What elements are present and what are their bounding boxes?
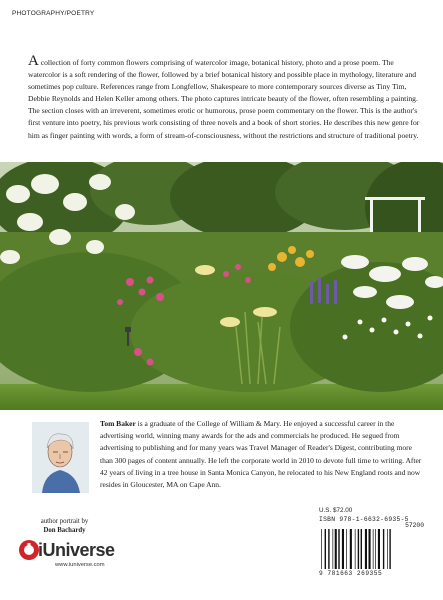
author-bio-text: is a graduate of the College of William & Mary. He enjoyed a successful career in the advertising world, winning many awards for the ads and commercials he produced. He segued from advertising to publishing and for many years was Travel Manager of Reader's Digest, contributing more than 300 pages of content annually. He left the corporate world in 2010 to devote full time to writing. After 42 years of living in a tree house in Santa Monica Canyon, he relocated to his New England roots and now resides in Gloucester, MA on Cape Ann. bbox=[100, 419, 422, 490]
iuniverse-icon bbox=[18, 539, 40, 561]
drop-cap: A bbox=[28, 53, 39, 69]
description-text: collection of forty common flowers comprising of watercolor image, botanical history, photo and a prose poem. The watercolor is a soft rendering of the flower, followed by a brief botanical history and possible place in mythology, literature and sometimes pop culture. References range from Longfellow, Shakespeare to more contemporary sources diverse as Tiny Tim, Debbie Reynolds and Helen Keller among others. The photo captures intricate beauty of the flower, often resembling a painting. The section closes with an irreverent, sometimes erotic or humorous, prose poem commentary on the flower. This is the author's first venture into poetry, his previous work consisting of three novels and a book of short stories. He describes this new genre for him as finger painting with words, a form of stream-of-consciousness, without the restrictions and structure of traditional poetry. bbox=[28, 58, 420, 140]
barcode-digits: 9 781663 269355 bbox=[319, 570, 383, 577]
publisher-logo[interactable] bbox=[18, 539, 133, 583]
genre-label: PHOTOGRAPHY/POETRY bbox=[12, 10, 95, 17]
barcode-block bbox=[319, 507, 424, 577]
portrait-credit-label: author portrait by bbox=[40, 518, 89, 525]
addon-code: 57200 bbox=[405, 522, 424, 529]
portrait-credit bbox=[22, 517, 107, 535]
author-name: Tom Baker bbox=[100, 419, 136, 428]
portrait-artist: Don Bachardy bbox=[43, 527, 86, 534]
author-bio bbox=[100, 418, 422, 491]
barcode bbox=[319, 529, 424, 569]
price-label: U.S. $72.00 bbox=[319, 507, 353, 514]
publisher-url: www.iuniverse.com bbox=[55, 562, 105, 568]
author-portrait bbox=[32, 422, 89, 493]
book-description bbox=[28, 53, 421, 142]
publisher-name: iUniverse bbox=[38, 540, 115, 560]
garden-photo bbox=[0, 162, 443, 410]
isbn-label: ISBN 978-1-6632-6935-5 bbox=[319, 516, 409, 523]
